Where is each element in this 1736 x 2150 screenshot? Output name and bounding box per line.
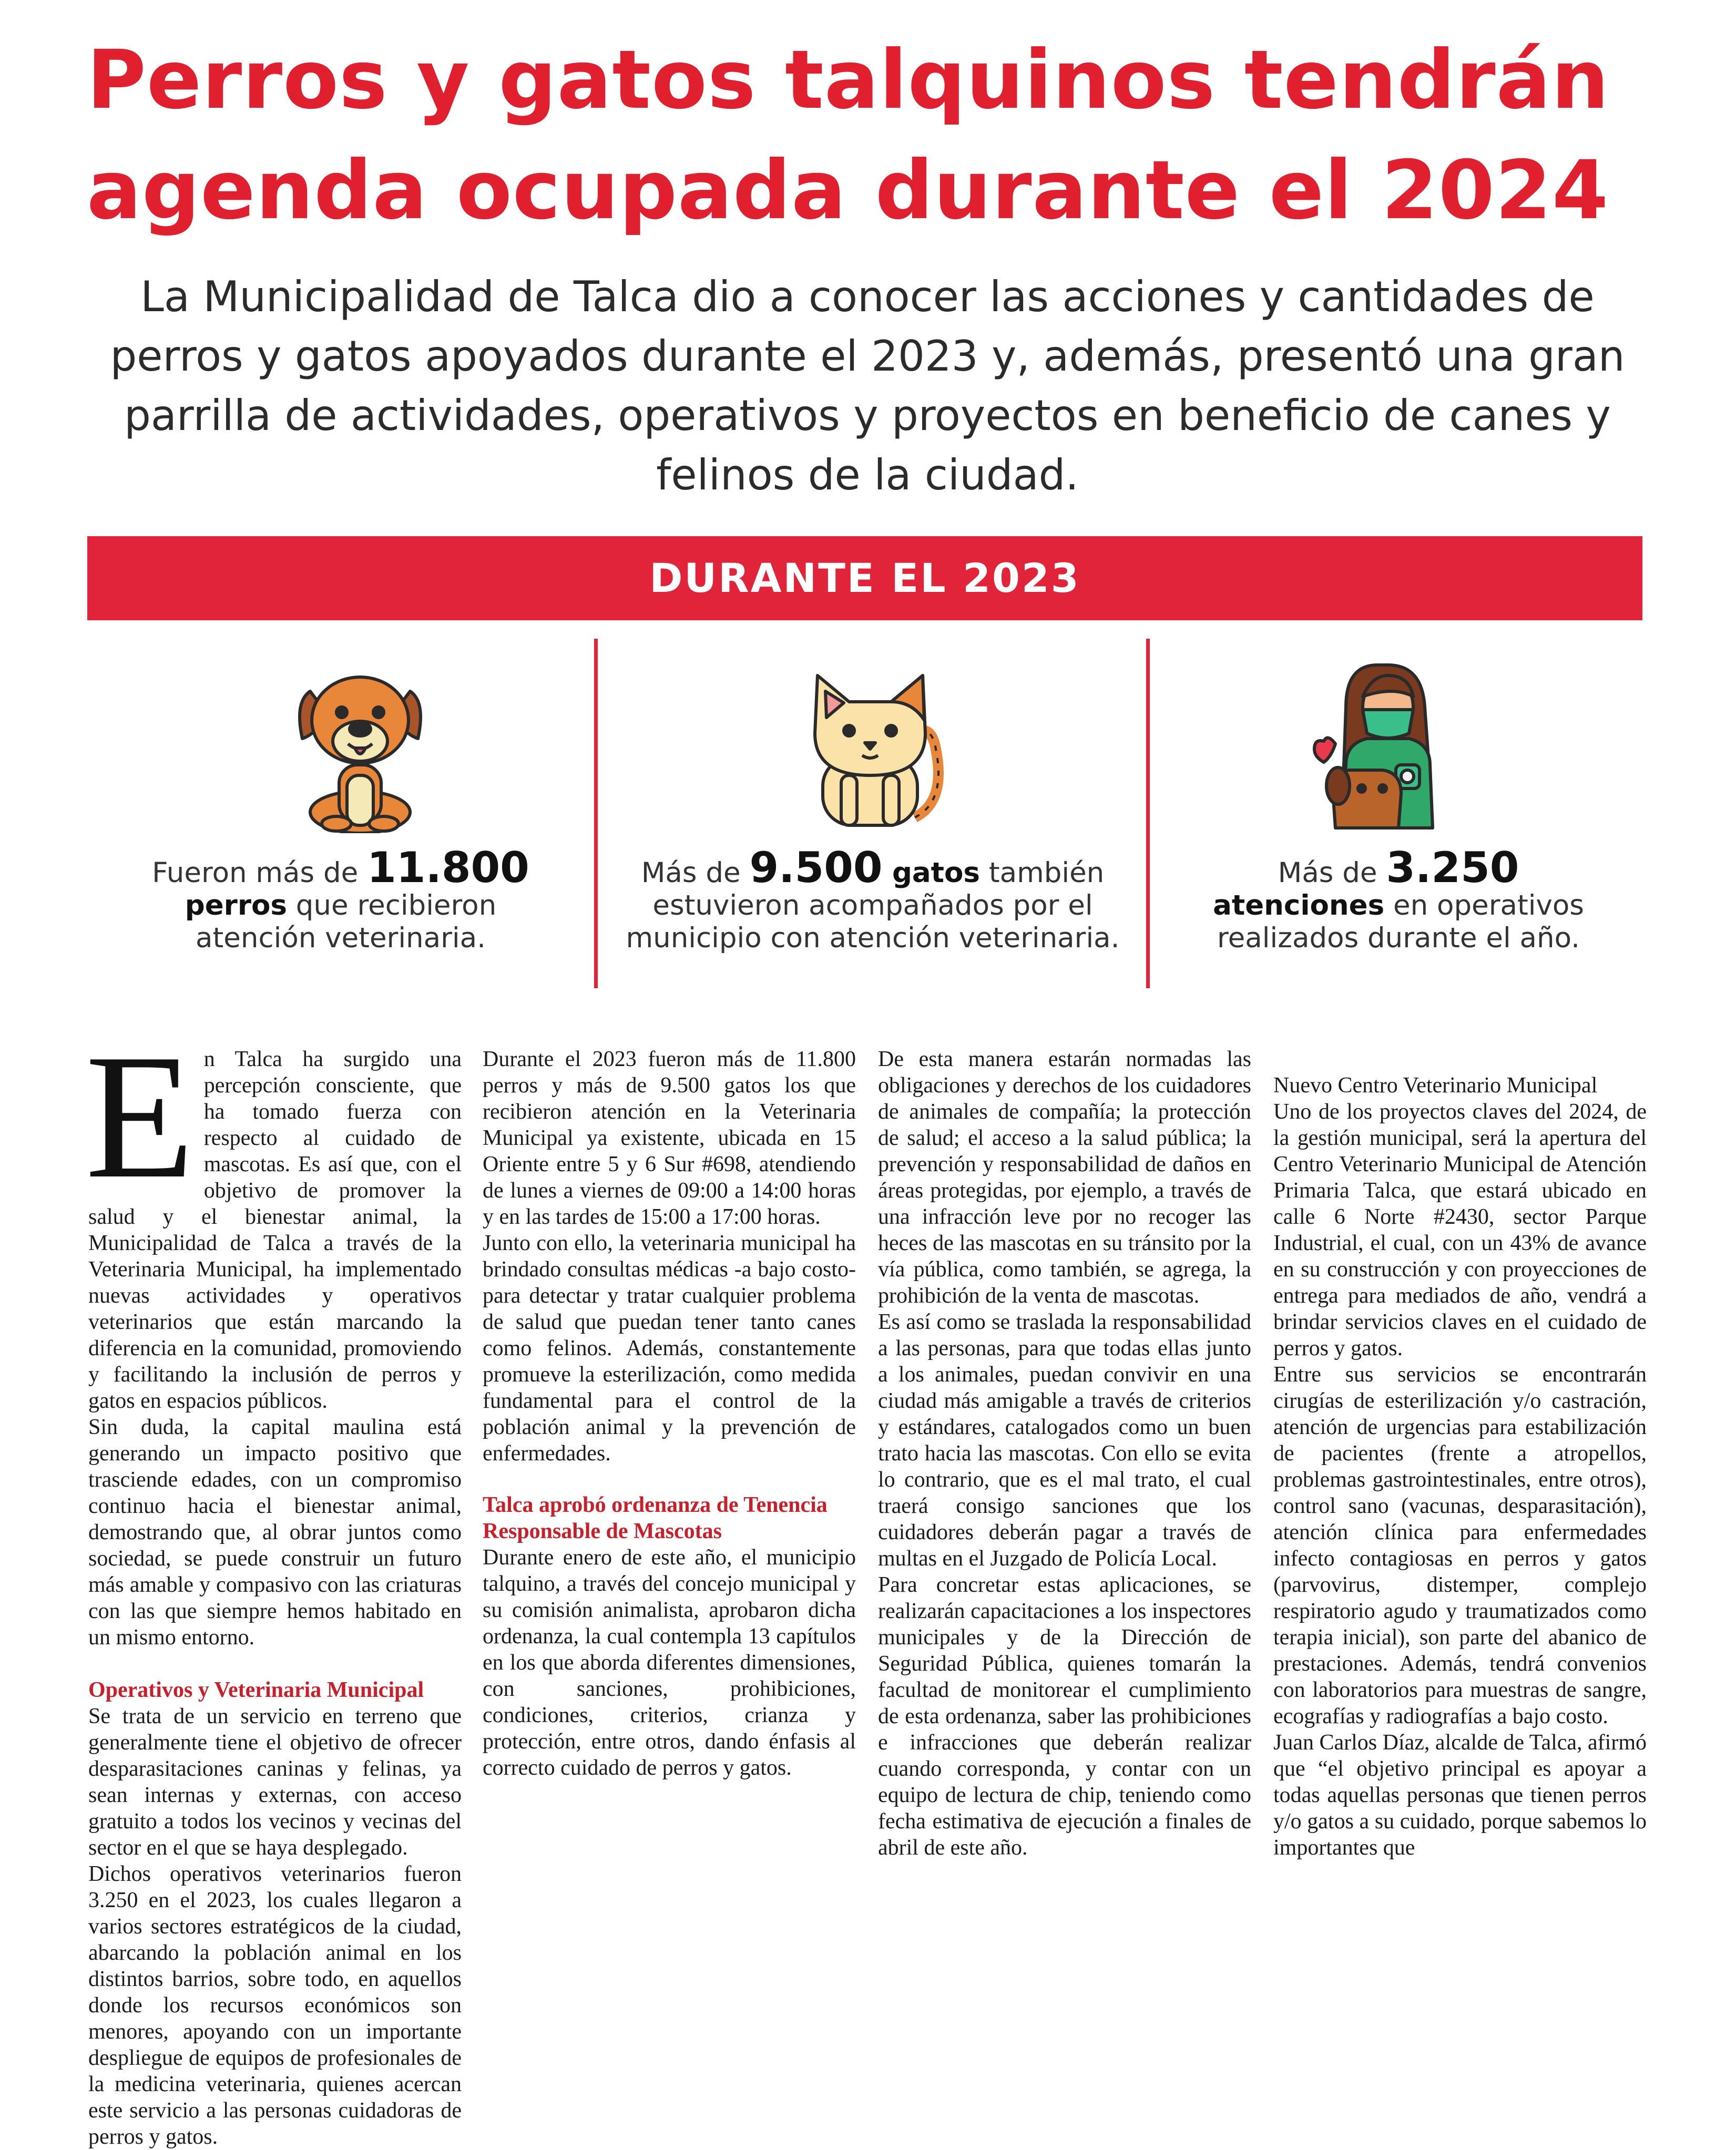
headline-line-1: Perros y gatos talquinos tendrán (87, 33, 1610, 127)
dog-icon (289, 670, 431, 833)
veterinarian-icon (1304, 660, 1462, 833)
subheading-line-4: felinos de la ciudad. (656, 451, 1079, 499)
section-heading: Talca aprobó ordenanza de Tenencia Responsable de Mascotas (483, 1493, 828, 1543)
article-paragraph: Junto con ello, la veterinaria municipal ha brindado consultas médicas -a bajo costo- para detectar y tratar cualquier problema de salud que puedan tener tanto canes como felinos. Además, constantemente promueve la esterilización, como medida fundamental para el control de la población animal y la prevención de enfermedades. (483, 1231, 856, 1466)
subheading (79, 267, 1656, 505)
article-paragraph: n Talca ha surgido una percepción consciente, que ha tomado fuerza con respecto al cuidado de mascotas. Es así que, con el objetivo de promover la salud y el bienestar animal, la Municipalidad de Talca a través de la Veterinaria Municipal, ha implementado nuevas actividades y operativos veterinarios que están marcando la diferencia en la comunidad, promoviendo y facilitando la inclusión de perros y gatos en espacios públicos. (88, 1047, 462, 1413)
article-paragraph: Juan Carlos Díaz, alcalde de Talca, afirmó que “el objetivo principal es apoyar a todas aquellas personas que tienen perros y/o gatos a su cuidado, porque sabemos lo importantes que (1273, 1731, 1647, 1860)
stat-attentions: Más de 3.250 atenciones en operativos realizados durante el año. (1213, 843, 1584, 954)
drop-cap: E (85, 1017, 195, 1215)
article-column-4 (1273, 1046, 1647, 1861)
headline-line-2: agenda ocupada durante el 2024 (87, 144, 1609, 238)
article-paragraph: Entre sus servicios se encontrarán cirugías de esterilización y/o castración, atención de urgencias para estabilización de pacientes (frente a atropellos, problemas gastrointestinales, entre otros), control sano (vacunas, desparasitación), atención clínica para enfermedades infecto contagiosas en perros y gatos (parvovirus, distemper, complejo respiratorio agudo y traumatizados como terapia inicial), son parte del abanico de prestaciones. Además, tendrá convenios con laboratorios para muestras de sangre, ecografías y radiografías a bajo costo. (1273, 1363, 1647, 1728)
article-column-3 (878, 1046, 1251, 1861)
section-banner: DURANTE EL 2023 (87, 536, 1642, 620)
article-paragraph: Dichos operativos veterinarios fueron 3.250 en el 2023, los cuales llegaron a varios sectores estratégicos de la ciudad, abarcando la población animal en los distintos barrios, sobre todo, en aquellos donde los recursos económicos son menores, apoyando con un importante despliegue de equipos de profesionales de la medicina veterinaria, quienes acercan este servicio a las personas cuidadoras de perros y gatos. (88, 1862, 462, 2149)
stat-divider-2 (1146, 639, 1150, 988)
stat-divider-1 (594, 639, 598, 988)
article-paragraph: Durante enero de este año, el municipio talquino, a través del concejo municipal y su comisión animalista, aprobaron dicha ordenanza, la cual contempla 13 capítulos en los que aborda diferentes dimensiones, con sanciones, prohibiciones, condiciones, criterios, crianza y protección, entre otros, dando énfasis al correcto cuidado de perros y gatos. (483, 1545, 856, 1780)
subheading-line-3: parrilla de actividades, operativos y proyectos en beneficio de canes y (124, 391, 1611, 440)
stat-dogs-number: 11.800 (367, 843, 529, 892)
stat-dogs: Fueron más de 11.800 perros que recibieron atención veterinaria. (152, 843, 529, 954)
article-paragraph: Durante el 2023 fueron más de 11.800 perros y más de 9.500 gatos los que recibieron atención en la Veterinaria Municipal ya existente, ubicada en 15 Oriente entre 5 y 6 Sur #698, atendiendo de lunes a viernes de 09:00 a 14:00 horas y en las tardes de 15:00 a 17:00 horas. (483, 1047, 856, 1229)
stat-cats: Más de 9.500 gatos también estuvieron acompañados por el municipio con atención veterinaria. (626, 843, 1120, 954)
cat-icon (799, 670, 952, 833)
article-paragraph: Es así como se traslada la responsabilidad a las personas, para que todas ellas junto a los animales, puedan convivir en una ciudad más amigable a través de criterios y estándares, catalogados como un buen trato hacia las mascotas. Con ello se evita lo contrario, que es el mal trato, el cual traerá consigo sanciones que los cuidadores deberán pagar a través de multas en el Juzgado de Policía Local. (878, 1310, 1251, 1571)
article-column-1 (85, 1017, 462, 2150)
stat-cats-number: 9.500 (749, 843, 883, 892)
section-heading-centro: Nuevo Centro Veterinario Municipal (1273, 1073, 1598, 1098)
article-paragraph: De esta manera estarán normadas las obligaciones y derechos de los cuidadores de animales de compañía; la protección de salud; el acceso a la salud pública; la prevención y responsabilidad de daños en áreas protegidas, por ejemplo, a través de una infracción leve por no recoger las heces de las mascotas en su tránsito por la vía pública, como también, se agrega, la prohibición de la venta de mascotas. (878, 1047, 1251, 1308)
article-column-2 (483, 1046, 856, 1781)
section-heading-operativos: Operativos y Veterinaria Municipal (88, 1678, 424, 1702)
stat-attentions-number: 3.250 (1386, 843, 1519, 892)
subheading-line-2: perros y gatos apoyados durante el 2023 y, además, presentó una gran (110, 332, 1625, 381)
article-paragraph: Sin duda, la capital maulina está generando un impacto positivo que trasciende edades, con un compromiso continuo hacia el bienestar animal, demostrando que, al obrar juntos como sociedad, se puede construir un futuro más amable y compasivo con las criaturas con las que siempre hemos habitado en un mismo entorno. (88, 1415, 462, 1650)
article-paragraph: Uno de los proyectos claves del 2024, de la gestión municipal, será la apertura del Centro Veterinario Municipal de Atención Primaria Talca, que estará ubicado en calle 6 Norte #2430, sector Parque Industrial, el cual, con un 43% de avance en su construcción y con proyecciones de entrega para mediados de año, vendrá a brindar servicios claves en el cuidado de perros y gatos. (1273, 1100, 1647, 1360)
subheading-line-1: La Municipalidad de Talca dio a conocer las acciones y cantidades de (140, 272, 1595, 321)
headline (87, 25, 1664, 246)
article-paragraph: Se trata de un servicio en terreno que generalmente tiene el objetivo de ofrecer desparasitaciones caninas y felinas, ya sean internas y externas, con acceso gratuito a todos los vecinos y vecinas del sector en el que se haya desplegado. (88, 1704, 462, 1860)
article-paragraph: Para concretar estas aplicaciones, se realizarán capacitaciones a los inspectores municipales y de la Dirección de Seguridad Pública, quienes tomarán la facultad de monitorear el cumplimiento de esta ordenanza, saber las prohibiciones e infracciones que deberán realizar cuando corresponda, y contar con un equipo de lectura de chip, teniendo como fecha estimativa de ejecución a finales de abril de este año. (878, 1573, 1251, 1860)
